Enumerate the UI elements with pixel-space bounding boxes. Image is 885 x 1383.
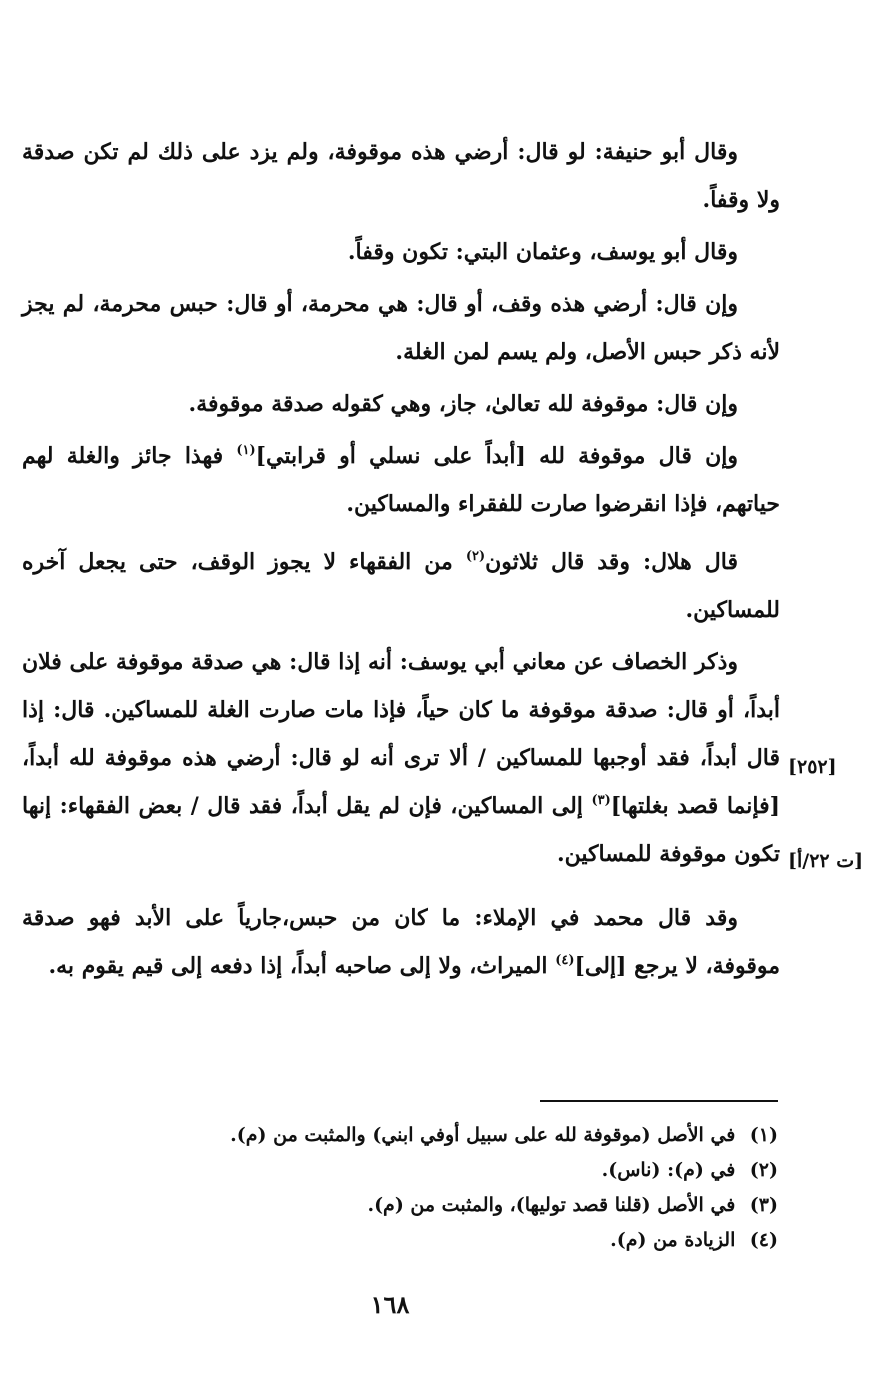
paragraph-text: قال هلال: وقد قال ثلاثون [485, 549, 738, 575]
footnote-text: في (م): (ناس). [601, 1159, 736, 1181]
footnote-ref[interactable]: (٢) [465, 549, 486, 564]
footnote [180, 1223, 778, 1258]
margin-note-manuscript-page: [٢٥٢] [788, 756, 837, 778]
paragraph [22, 432, 780, 528]
footnote [180, 1118, 778, 1153]
margin-note-manuscript-folio: [ت ٢٢/أ] [788, 850, 864, 872]
footnote [180, 1188, 778, 1223]
paragraph: وإن قال: أرضي هذه وقف، أو قال: هي محرمة، أو قال: حبس محرمة، لم يجز لأنه ذكر حبس الأصل، ولم يسم لمن الغلة. [22, 291, 780, 365]
paragraph-text: وقد قال محمد في الإملاء: ما كان من حبس،جارياً على الأبد فهو صدقة موقوفة، لا يرجع [إلى] [22, 905, 780, 979]
footnote-text: الزيادة من (م). [610, 1229, 736, 1251]
footnote-number: (٣) [749, 1194, 778, 1216]
footnote-number: (٢) [749, 1159, 778, 1181]
paragraph [22, 538, 780, 634]
page-number: ١٦٨ [370, 1290, 410, 1319]
paragraph-text: وذكر الخصاف عن معاني أبي يوسف: أنه إذا قال: هي صدقة موقوفة على فلان أبداً، أو قال: صدقة موقوفة ما كان حياً، فإذا مات صارت الغلة للمساكين. قال: إذا قال أبداً، فقد أوجبها للمساكين / ألا ترى أنه لو قال: أرضي هذه موقوفة لله أبداً، [فإنما قصد بغلتها] [22, 649, 781, 819]
footnote-ref[interactable]: (٣) [591, 793, 611, 808]
paragraph-text: وإن قال موقوفة لله [أبداً على نسلي أو قرابتي] [255, 443, 738, 469]
footnote-ref[interactable]: (١) [236, 443, 256, 458]
footnote-divider [540, 1100, 778, 1102]
paragraph-text: الميراث، ولا إلى صاحبه أبداً، إذا دفعه إلى قيم يقوم به. [48, 953, 556, 979]
paragraph-text: من الفقهاء لا يجوز الوقف، حتى يجعل آخره للمساكين. [22, 549, 780, 623]
footnote-text: في الأصل (موقوفة لله على سبيل أوفي ابني) والمثبت من (م). [230, 1124, 736, 1146]
paragraph-text: فهذا جائز والغلة لهم حياتهم، فإذا انقرضوا صارت للفقراء والمساكين. [22, 443, 780, 517]
footnote [180, 1153, 778, 1188]
main-text [22, 128, 780, 990]
paragraph-text: إلى المساكين، فإن لم يقل أبداً، فقد قال / بعض الفقهاء: إنها تكون موقوفة للمساكين. [22, 793, 780, 867]
paragraph: وقال أبو حنيفة: لو قال: أرضي هذه موقوفة، ولم يزد على ذلك لم تكن صدقة ولا وقفاً. [22, 139, 780, 213]
paragraph: وإن قال: موقوفة لله تعالىٰ، جاز، وهي كقوله صدقة موقوفة. [188, 391, 738, 417]
footnote-text: في الأصل (قلنا قصد توليها)، والمثبت من (م). [367, 1194, 736, 1216]
paragraph: وقال أبو يوسف، وعثمان البتي: تكون وقفاً. [347, 239, 738, 265]
paragraph [22, 638, 780, 878]
footnote-number: (٤) [749, 1229, 778, 1251]
footnote-number: (١) [749, 1124, 778, 1146]
footnotes [180, 1118, 778, 1258]
paragraph [22, 894, 780, 990]
footnote-ref[interactable]: (٤) [555, 953, 575, 968]
